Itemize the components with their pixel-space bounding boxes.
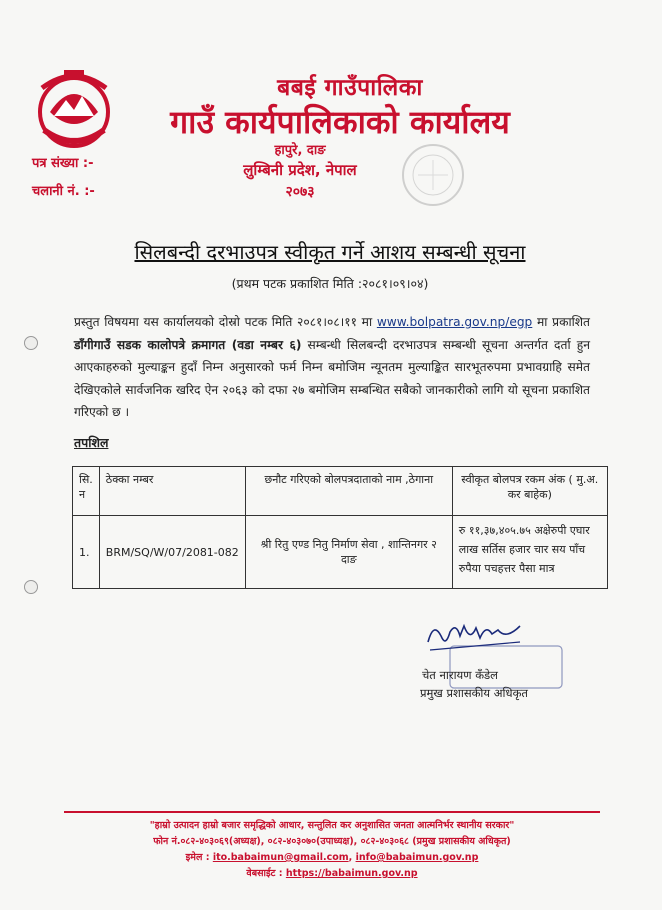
footer-slogan: "हाम्रो उत्पादन हाम्रो बजार समृद्धिको आधार, सन्तुलित कर अनुशासित जनता आत्मनिर्भर स्थानीय सरकार" xyxy=(149,820,515,831)
col-header-contract-no: ठेक्का नम्बर xyxy=(99,467,245,516)
email-link-1[interactable]: ito.babaimun@gmail.com xyxy=(212,852,349,863)
footer-website xyxy=(64,866,600,879)
established-year: २०७३ xyxy=(285,184,315,200)
notice-title: सिलबन्दी दरभाउपत्र स्वीकृत गर्ने आशय सम्बन्धी सूचना xyxy=(134,240,526,264)
email-label: इमेल : xyxy=(185,852,213,863)
bolpatra-link[interactable]: www.bolpatra.gov.np/egp xyxy=(376,315,533,329)
body-text-c: सम्बन्धी सिलबन्दी दरभाउपत्र सम्बन्धी सूचना अन्तर्गत दर्ता हुन आएकाहरुको मुल्याङ्कन हुदाँ निम्न अनुसारको फर्म निम्न बमोजिम न्यूनतम मुल्याङ्कित सारभूतरुपमा प्रभावग्राहि समेत देखिएकोले सार्वजनिक खरिद ऐन २०६३ को दफा २७ बमोजिम सम्बन्धित सबैको जानकारीको लागि यो सूचना प्रकाशित गरिएको छ । xyxy=(74,337,590,419)
punch-hole xyxy=(24,580,38,594)
project-name: डाँगीगाउँ सडक कालोपत्रे क्रमागत (वडा नम्बर ६) xyxy=(74,337,302,352)
officer-role: प्रमुख प्रशासकीय अधिकृत xyxy=(420,686,528,700)
punch-hole xyxy=(24,336,38,350)
dispatch-number: चलानी नं. :- xyxy=(32,184,95,199)
col-header-amount: स्वीकृत बोलपत्र रकम अंक ( मु.अ. कर बाहेक) xyxy=(452,467,607,516)
municipality-name: बबई गाउँपालिका xyxy=(277,75,423,101)
cell-bidder: श्री रितु एण्ड नितु निर्माण सेवा , शान्तिनगर २ दाङ xyxy=(245,516,452,589)
email-separator: , xyxy=(348,852,356,863)
table-row xyxy=(73,516,608,589)
reference-number: पत्र संख्या :- xyxy=(32,156,94,171)
office-province: लुम्बिनी प्रदेश, नेपाल xyxy=(243,161,357,179)
website-label: वेबसाईट : xyxy=(246,868,286,879)
details-heading: तपशिल xyxy=(74,435,109,450)
body-text-a: प्रस्तुत विषयमा यस कार्यालयको दोस्रो पटक मिति २०८१।०८।११ मा xyxy=(74,315,377,329)
nepal-emblem-icon xyxy=(30,66,118,154)
footer-divider xyxy=(64,811,600,813)
website-link[interactable]: https://babaimun.gov.np xyxy=(285,868,418,879)
footer-phone: फोन नं.०८२-४०३०६९(अध्यक्ष), ०८२-४०३०७०(उपाध्यक्ष), ०८२-४०३०६८ (प्रमुख प्रशासकीय अधिकृत) xyxy=(153,836,511,847)
body-text-b: मा प्रकाशित xyxy=(532,315,590,329)
table-header-row xyxy=(73,467,608,516)
officer-name: चेत नारायण कँडेल xyxy=(422,668,498,682)
award-table xyxy=(72,466,608,589)
col-header-bidder: छनौट गरिएको बोलपत्रदाताको नाम ,ठेगाना xyxy=(245,467,452,516)
cell-sn: 1. xyxy=(73,516,100,589)
cell-amount: रु ११,३७,४०५.७५ अक्षेरुपी एघार लाख सर्तिस हजार चार सय पाँच रुपैया पचहत्तर पैसा मात्र xyxy=(452,516,607,589)
email-link-2[interactable]: info@babaimun.gov.np xyxy=(355,852,479,863)
officer-stamp xyxy=(446,642,566,692)
notice-body xyxy=(74,311,590,424)
cell-contract-no: BRM/SQ/W/07/2081-082 xyxy=(99,516,245,589)
notice-subtitle: (प्रथम पटक प्रकाशित मिति :२०८१।०९।०४) xyxy=(231,276,429,291)
office-seal-icon xyxy=(398,140,468,210)
office-name: गाउँ कार्यपालिकाको कार्यालय xyxy=(170,103,510,141)
col-header-sn: सि. न xyxy=(73,467,100,516)
footer-email xyxy=(64,850,600,863)
office-address: हापुरे, दाङ xyxy=(274,143,326,158)
